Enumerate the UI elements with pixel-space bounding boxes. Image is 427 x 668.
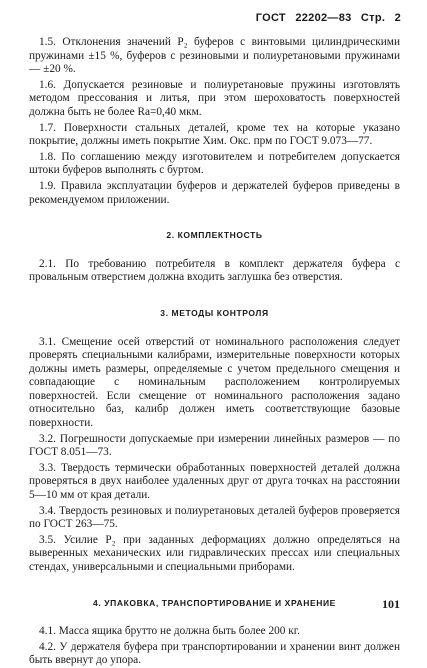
paragraph-2-1: 2.1. По требованию потребителя в комплект держателя буфера с провальным отверстием должна входить заглушка без отверстия. [29, 257, 400, 284]
page-header [256, 12, 401, 24]
section-title-control-methods: 3. МЕТОДЫ КОНТРОЛЯ [160, 307, 269, 318]
paragraph-3-1: 3.1. Смещение осей отверстий от номинального расположения следует проверять специальными калибрами, измерительные поверхности которых должны иметь размеры, определяемые с учетом предельного смещения и совпадающие с номинальным расположением контролируемых поверхностей. Если смещение от номинального расположения задано относительно баз, калибр должен иметь соответствующие базовые поверхности. [29, 335, 400, 430]
section-title-packaging: 4. УПАКОВКА, ТРАНСПОРТИРОВАНИЕ И ХРАНЕНИЕ [93, 597, 336, 608]
header-page-value: 2 [394, 12, 401, 24]
header-page-label: Стр. [360, 12, 386, 24]
paragraph-3-2: 3.2. Погрешности допускаемые при измерении линейных размеров — по ГОСТ 8.051—73. [29, 432, 400, 459]
paragraph-4-2: 4.2. У держателя буфера при транспортировании и хранении винт должен быть ввернут до упора. [29, 640, 400, 667]
document-body [29, 36, 400, 668]
paragraph-3-5: 3.5. Усилие P₂ при заданных деформациях должно определяться на выверенных механических или гидравлических прессах или специальных стендах, универсальными и специальными приборами. [29, 533, 400, 573]
paragraph-3-3: 3.3. Твердость термически обработанных поверхностей деталей должна проверяться в двух наиболее удаленных друг от друга точках на расстоянии 5—10 мм от края детали. [29, 461, 400, 502]
section-title-completeness: 2. КОМПЛЕКТНОСТЬ [166, 230, 263, 241]
paragraph-1-8: 1.8. По соглашению между изготовителем и потребителем допускается штоки буферов выполнять с буртом. [29, 150, 400, 177]
paragraph-3-4: 3.4. Твердость резиновых и полиуретановых деталей буферов проверяется по ГОСТ 263—75. [29, 504, 400, 531]
paragraph-4-1: 4.1. Масса ящика брутто не должна быть более 200 кг. [39, 625, 300, 638]
header-gost: ГОСТ [255, 12, 286, 24]
paragraph-1-9: 1.9. Правила эксплуатации буферов и держателей буферов приведены в рекомендуемом приложении. [29, 179, 400, 206]
paragraph-1-5: 1.5. Отклонения значений P₂ буферов с винтовыми цилиндрическими пружинами ±15 %, буферов с резиновыми и полиуретановыми пружинами — ±20 %. [29, 36, 400, 76]
paragraph-1-6: 1.6. Допускается резиновые и полиуретановые пружины изготовлять методом прессования и литья, при этом шероховатость поверхностей должна быть не более Ra=0,40 мкм. [29, 78, 400, 118]
header-standard-number: 22202—83 [295, 12, 352, 24]
page-number: 101 [382, 597, 400, 611]
paragraph-1-7: 1.7. Поверхности стальных деталей, кроме тех на которые указано покрытие, должны иметь покрытие Хим. Окс. прм по ГОСТ 9.073—77. [29, 121, 400, 148]
